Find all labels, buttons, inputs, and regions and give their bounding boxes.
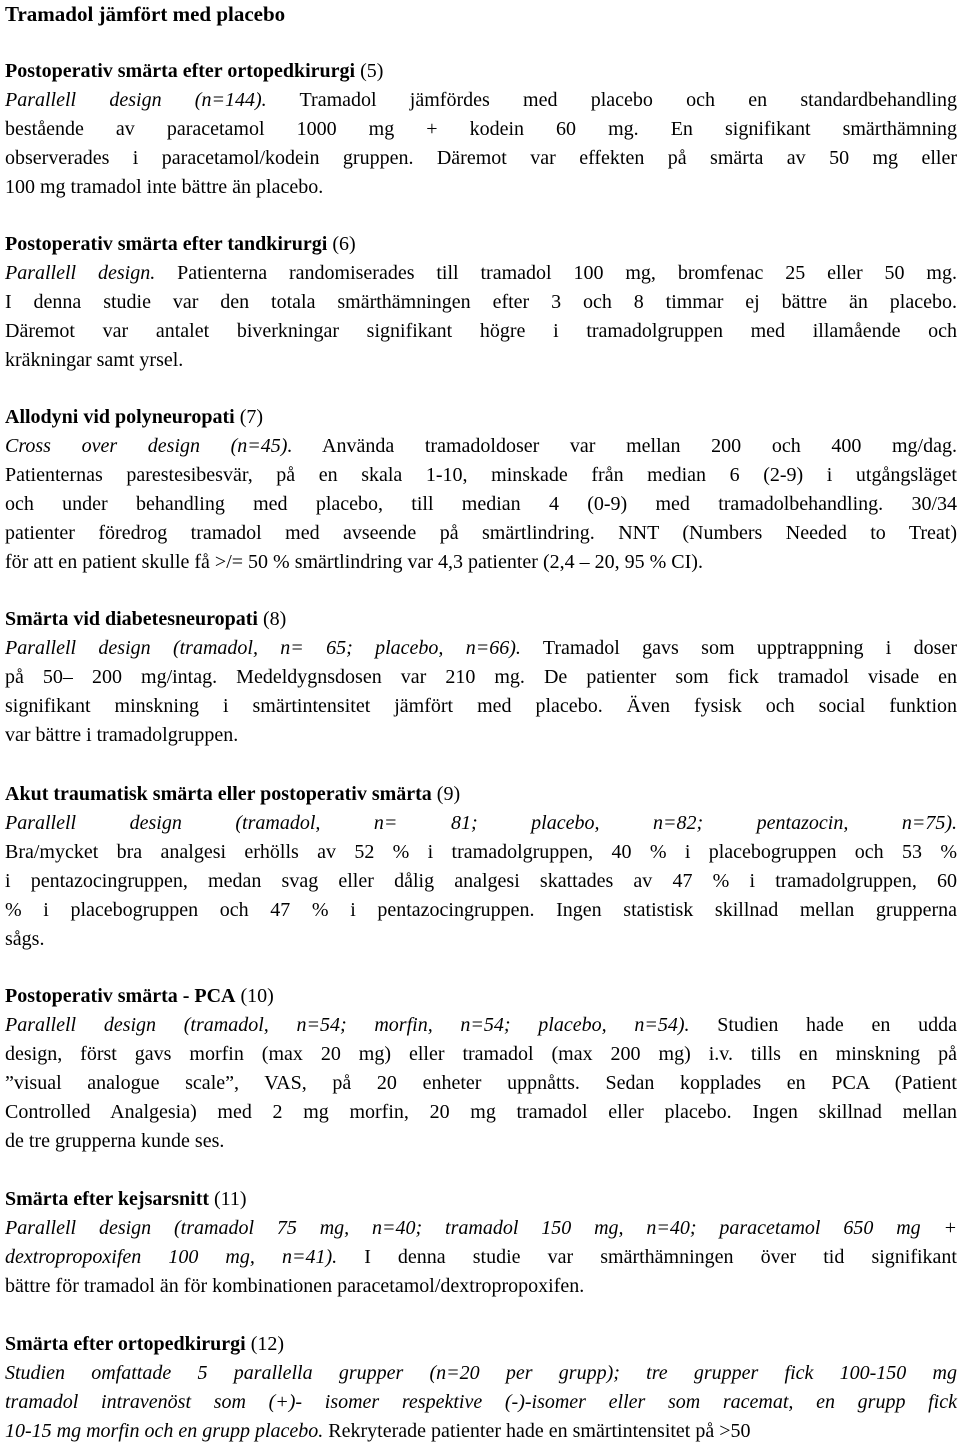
body-line: [5, 1214, 957, 1243]
body-text: och under behandling med placebo, till median 4 (0-9) med tramadolbehandling. 30/34: [5, 493, 957, 515]
body-line: [5, 634, 957, 663]
body-line: [5, 1011, 957, 1040]
section-heading-title: Postoperativ smärta efter ortopedkirurgi: [5, 60, 356, 82]
body-line: [5, 259, 957, 288]
body-line: [5, 1127, 957, 1156]
body-line: [5, 317, 957, 346]
body-text: patienter föredrog tramadol med avseende på smärtlindring. NNT (Numbers Needed to Treat): [5, 522, 957, 544]
body-line: [5, 896, 957, 925]
section-reference: (8): [257, 608, 287, 630]
body-line: [5, 1388, 957, 1417]
body-text: design, först gavs morfin (max 20 mg) eller tramadol (max 200 mg) i.v. tills en minskning på: [5, 1043, 957, 1065]
body-line: [5, 1243, 957, 1272]
document-title: Tramadol jämfört med placebo: [5, 2, 286, 26]
body-text: de tre grupperna kunde ses.: [5, 1130, 225, 1152]
section-heading: [5, 605, 957, 634]
section-heading: [5, 780, 957, 809]
section-heading-title: Smärta efter ortopedkirurgi: [5, 1333, 246, 1355]
study-section: [5, 982, 957, 1156]
body-line: [5, 692, 957, 721]
section-reference: (10): [235, 985, 274, 1007]
body-text: var bättre i tramadolgruppen.: [5, 724, 239, 746]
body-line: [5, 432, 957, 461]
body-text: observerades i paracetamol/kodein gruppen. Däremot var effekten på smärta av 50 mg eller: [5, 147, 957, 169]
body-text: för att en patient skulle få >/= 50 % smärtlindring var 4,3 patienter (2,4 – 20, 95 % CI).: [5, 551, 703, 573]
section-heading-title: Postoperativ smärta efter tandkirurgi: [5, 233, 328, 255]
body-line: [5, 519, 957, 548]
study-section: [5, 1185, 957, 1301]
section-heading: [5, 57, 957, 86]
body-text: Däremot var antalet biverkningar signifikant högre i tramadolgruppen med illamående och: [5, 320, 957, 342]
body-text: Controlled Analgesia) med 2 mg morfin, 20 mg tramadol eller placebo. Ingen skillnad mellan: [5, 1101, 957, 1123]
design-note: Cross over design (n=45).: [5, 435, 293, 457]
section-heading-title: Akut traumatisk smärta eller postoperativ smärta: [5, 783, 432, 805]
body-line: [5, 1069, 957, 1098]
body-line: [5, 838, 957, 867]
body-line: [5, 144, 957, 173]
body-text: Tramadol jämfördes med placebo och en standardbehandling: [266, 89, 958, 111]
design-note: tramadol intravenöst som (+)- isomer respektive (-)-isomer eller som racemat, en grupp fick: [5, 1391, 957, 1413]
body-text: sågs.: [5, 928, 45, 950]
study-section: [5, 1330, 957, 1446]
body-line: [5, 346, 957, 375]
design-note: dextropropoxifen 100 mg, n=41).: [5, 1246, 338, 1268]
section-reference: (9): [431, 783, 461, 805]
section-heading: [5, 1185, 957, 1214]
design-note: 10-15 mg morfin och en grupp placebo.: [5, 1420, 324, 1442]
body-line: [5, 1098, 957, 1127]
body-text: Använda tramadoldoser var mellan 200 och 400 mg/dag.: [292, 435, 957, 457]
section-heading: [5, 403, 957, 432]
section-heading: [5, 230, 957, 259]
study-section: [5, 403, 957, 577]
body-text: % i placebogruppen och 47 % i pentazocingruppen. Ingen statistisk skillnad mellan grupperna: [5, 899, 957, 921]
body-text: Rekryterade patienter hade en smärtintensitet på >50: [323, 1420, 751, 1442]
body-text: kräkningar samt yrsel.: [5, 349, 184, 371]
section-reference: (7): [234, 406, 264, 428]
study-section: [5, 605, 957, 750]
section-heading: [5, 1330, 957, 1359]
body-text: I denna studie var smärthämningen över tid signifikant: [337, 1246, 957, 1268]
body-line: [5, 461, 957, 490]
body-line: [5, 288, 957, 317]
body-text: i pentazocingruppen, medan svag eller dålig analgesi skattades av 47 % i tramadolgruppen, 60: [5, 870, 957, 892]
body-text: signifikant minskning i smärtintensitet jämfört med placebo. Även fysisk och social funktion: [5, 695, 957, 717]
body-text: ”visual analogue scale”, VAS, på 20 enheter uppnåtts. Sedan kopplades en PCA (Patient: [5, 1072, 957, 1094]
section-reference: (12): [245, 1333, 285, 1355]
body-text: Studien hade en udda: [689, 1014, 957, 1036]
body-text: bestående av paracetamol 1000 mg + kodein 60 mg. En signifikant smärthämning: [5, 118, 957, 140]
body-line: [5, 1040, 957, 1069]
design-note: Parallell design (tramadol, n= 65; placebo, n=66).: [5, 637, 521, 659]
study-section: [5, 230, 957, 375]
section-heading: [5, 982, 957, 1011]
design-note: Parallell design (tramadol, n=54; morfin, n=54; placebo, n=54).: [5, 1014, 690, 1036]
body-line: [5, 663, 957, 692]
body-line: [5, 86, 957, 115]
study-section: [5, 57, 957, 202]
body-text: Bra/mycket bra analgesi erhölls av 52 % i tramadolgruppen, 40 % i placebogruppen och 53 %: [5, 841, 957, 863]
section-heading-title: Postoperativ smärta - PCA: [5, 985, 236, 1007]
body-line: [5, 1359, 957, 1388]
design-note: Parallell design.: [5, 262, 156, 284]
body-text: 100 mg tramadol inte bättre än placebo.: [5, 176, 324, 198]
body-text: bättre för tramadol än för kombinationen paracetamol/dextropropoxifen.: [5, 1275, 585, 1297]
section-reference: (6): [327, 233, 356, 255]
body-line: [5, 721, 957, 750]
body-line: [5, 925, 957, 954]
body-text: Patienterna randomiserades till tramadol 100 mg, bromfenac 25 eller 50 mg.: [155, 262, 957, 284]
design-note: Parallell design (tramadol 75 mg, n=40; tramadol 150 mg, n=40; paracetamol 650 mg +: [5, 1217, 957, 1239]
design-note: Parallell design (n=144).: [5, 89, 267, 111]
section-heading-title: Smärta efter kejsarsnitt: [5, 1188, 210, 1210]
body-text: I denna studie var den totala smärthämningen efter 3 och 8 timmar ej bättre än placebo.: [5, 291, 957, 313]
design-note: Studien omfattade 5 parallella grupper (n=20 per grupp); tre grupper fick 100-150 mg: [5, 1362, 957, 1384]
body-line: [5, 809, 957, 838]
section-heading-title: Smärta vid diabetesneuropati: [5, 608, 258, 630]
body-line: [5, 173, 957, 202]
study-section: [5, 780, 957, 954]
body-line: [5, 115, 957, 144]
section-reference: (11): [209, 1188, 247, 1210]
body-text: på 50– 200 mg/intag. Medeldygnsdosen var 210 mg. De patienter som fick tramadol visade en: [5, 666, 957, 688]
body-text: Patienternas parestesibesvär, på en skala 1-10, minskade från median 6 (2-9) i utgångsläget: [5, 464, 957, 486]
body-line: [5, 548, 957, 577]
section-heading-title: Allodyni vid polyneuropati: [5, 406, 235, 428]
body-line: [5, 1272, 957, 1301]
body-line: [5, 867, 957, 896]
design-note: Parallell design (tramadol, n= 81; placebo, n=82; pentazocin, n=75).: [5, 812, 957, 834]
body-line: [5, 1417, 957, 1446]
body-line: [5, 490, 957, 519]
body-text: Tramadol gavs som upptrappning i doser: [520, 637, 957, 659]
section-reference: (5): [355, 60, 384, 82]
